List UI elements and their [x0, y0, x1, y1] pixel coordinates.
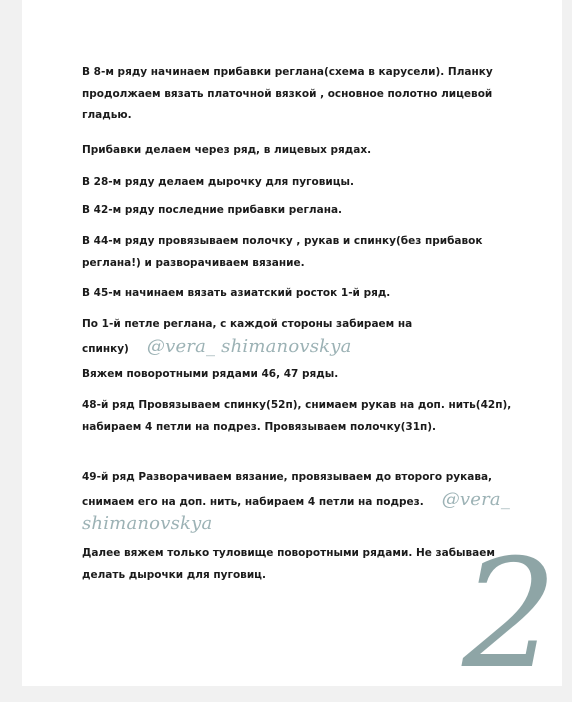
document-page	[22, 0, 562, 702]
paragraph-row-44: В 44-м ряду провязываем полочку , рукав и спинку(без прибавок реглана!) и разворачиваем вязание.	[82, 235, 483, 269]
paragraph-raglan-start: В 8-м ряду начинаем прибавки реглана(схема в карусели). Планку продолжаем вязать платочной вязкой , основное полотно лицевой гладью.	[82, 66, 493, 121]
paragraph-body-only: Далее вяжем только туловище поворотными рядами. Не забываем делать дырочки для пуговиц.	[82, 547, 495, 581]
paragraph-row-49-text: 49-й ряд Разворачиваем вязание, провязываем до второго рукава, снимаем его на доп. нить, набираем 4 петли на подрез.	[82, 471, 493, 508]
paragraph-row-49	[82, 467, 522, 538]
page-number: 2	[462, 528, 558, 702]
watermark-2: @vera_ shimanovskya	[82, 488, 511, 534]
paragraph-last-increases: В 42-м ряду последние прибавки реглана.	[82, 204, 343, 216]
paragraph-back-stitch-text: По 1-й петле реглана, с каждой стороны забираем на спинку)	[82, 318, 413, 355]
paragraph-row-45: В 45-м начинаем вязать азиатский росток 1-й ряд.	[82, 287, 391, 299]
paragraph-turning-rows: Вяжем поворотными рядами 46, 47 ряды.	[82, 368, 339, 380]
paragraph-back-stitch	[82, 314, 522, 360]
paragraph-increases: Прибавки делаем через ряд, в лицевых рядах.	[82, 144, 372, 156]
watermark-1: @vera_ shimanovskya	[146, 335, 352, 357]
paragraph-row-48: 48-й ряд Провязываем спинку(52п), снимаем рукав на доп. нить(42п), набираем 4 петли на подрез. Провязываем полочку(31п).	[82, 399, 512, 433]
paragraph-buttonhole: В 28-м ряду делаем дырочку для пуговицы.	[82, 176, 355, 188]
